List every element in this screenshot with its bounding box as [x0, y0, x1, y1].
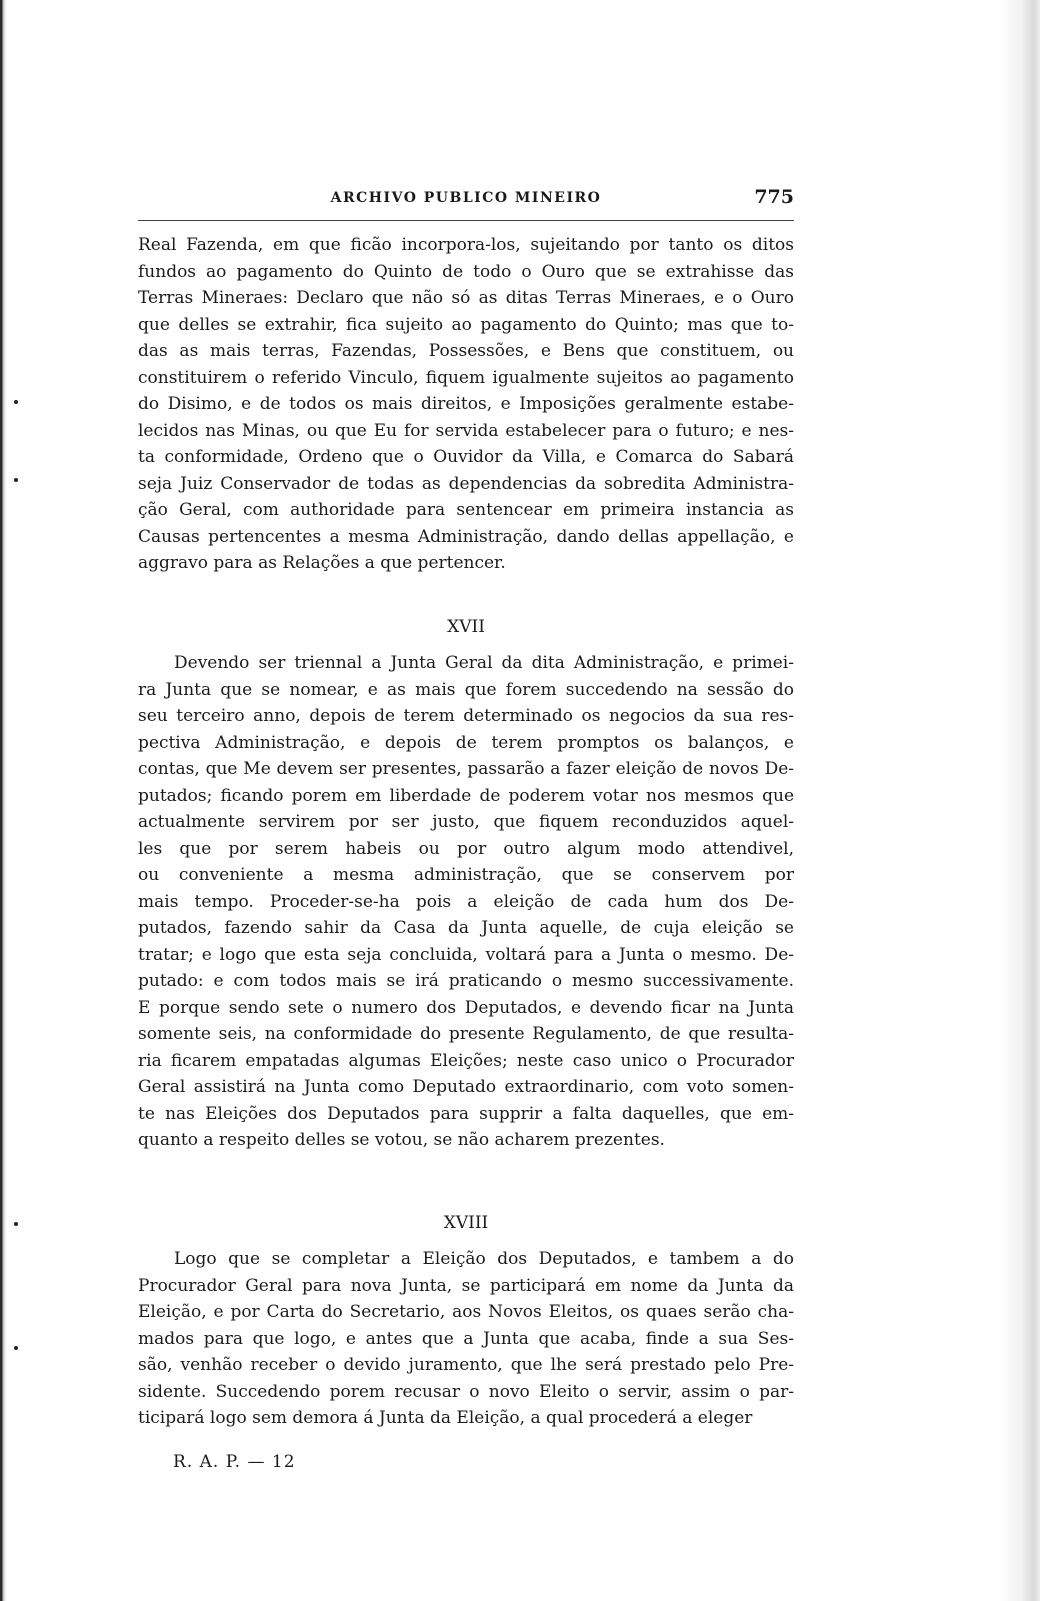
text-line: ra Junta que se nomear, e as mais que forem succedendo na sessão do [138, 679, 794, 700]
text-line: tratar; e logo que esta seja concluida, voltará para a Junta o mesmo. De- [138, 944, 794, 965]
text-line: ção Geral, com authoridade para sentencear em primeira instancia as [138, 500, 794, 520]
section-heading-xvii: XVII [447, 617, 485, 637]
text-line: Causas pertencentes a mesma Administração, dando dellas appellação, e [138, 526, 794, 547]
text-line: que delles se extrahir, fica sujeito ao pagamento do Quinto; mas que to- [138, 314, 794, 335]
scan-speck [14, 478, 18, 482]
text-line: aggravo para as Relações a que pertencer. [138, 553, 506, 573]
header-rule [138, 220, 794, 221]
text-line: ria ficarem empatadas algumas Eleições; neste caso unico o Procurador [138, 1050, 794, 1071]
paragraph-continuation [138, 232, 794, 577]
text-line: seja Juiz Conservador de todas as dependencias da sobredita Administra- [138, 473, 794, 494]
text-line: contas, que Me devem ser presentes, passarão a fazer eleição de novos De- [138, 759, 794, 779]
text-line: Devendo ser triennal a Junta Geral da dita Administração, e primei- [174, 653, 794, 673]
scan-edge-right [1000, 0, 1040, 1601]
scan-speck [14, 1222, 18, 1226]
text-line: Terras Mineraes: Declaro que não só as ditas Terras Mineraes, e o Ouro [138, 288, 794, 308]
page-header [138, 186, 794, 216]
scan-speck [14, 400, 18, 404]
text-line: les que por serem habeis ou por outro algum modo attendivel, [138, 838, 794, 859]
text-line: somente seis, na conformidade do presente Regulamento, de que resulta- [138, 1024, 794, 1044]
scan-edge-left [0, 0, 6, 1601]
text-line: das as mais terras, Fazendas, Possessões, e Bens que constituem, ou [138, 341, 794, 361]
text-line: lecidos nas Minas, ou que Eu for servida estabelecer para o futuro; e nes- [138, 420, 794, 441]
text-line: sidente. Succedendo porem recusar o novo Eleito o servir, assim o par- [138, 1381, 794, 1402]
text-line: Eleição, e por Carta do Secretario, aos Novos Eleitos, os quaes serão cha- [138, 1302, 794, 1322]
text-line: putados; ficando porem em liberdade de poderem votar nos mesmos que [138, 785, 794, 806]
scan-speck [14, 1346, 18, 1350]
text-line: são, venhão receber o devido juramento, que lhe será prestado pelo Pre- [138, 1355, 794, 1375]
text-line: Real Fazenda, em que ficão incorpora-los, sujeitando por tanto os ditos [138, 235, 794, 255]
section-heading-xviii: XVIII [443, 1213, 489, 1233]
signature-mark: R. A. P. — 12 [173, 1452, 296, 1472]
text-line: constituirem o referido Vinculo, fiquem igualmente sujeitos ao pagamento [138, 367, 794, 388]
section-xvii-text [138, 650, 794, 1154]
text-line: fundos ao pagamento do Quinto de todo o Ouro que se extrahisse das [138, 261, 794, 282]
text-line: mados para que logo, e antes que a Junta que acaba, finde a sua Ses- [138, 1328, 794, 1349]
text-line: putados, fazendo sahir da Casa da Junta aquelle, de cuja eleição se [138, 918, 794, 938]
text-line: te nas Eleições dos Deputados para supprir a falta daquelles, que em- [138, 1103, 794, 1124]
text-line: quanto a respeito delles se votou, se não acharem prezentes. [138, 1130, 665, 1150]
text-line: E porque sendo sete o numero dos Deputados, e devendo ficar na Junta [138, 997, 794, 1018]
text-line: Procurador Geral para nova Junta, se participará em nome da Junta da [138, 1275, 794, 1296]
text-line: putado: e com todos mais se irá praticando o mesmo successivamente. [138, 971, 794, 991]
page-number: 775 [754, 186, 794, 208]
text-line: actualmente servirem por ser justo, que fiquem reconduzidos aquel- [138, 812, 794, 832]
text-line: seu terceiro anno, depois de terem determinado os negocios da sua res- [138, 706, 794, 726]
section-xviii-text [138, 1246, 794, 1432]
text-line: pectiva Administração, e depois de terem promptos os balanços, e [138, 732, 794, 753]
text-line: Logo que se completar a Eleição dos Deputados, e tambem a do [174, 1249, 794, 1269]
text-line: mais tempo. Proceder-se-ha pois a eleição de cada hum dos De- [138, 891, 794, 912]
text-line: ou conveniente a mesma administração, que se conservem por [138, 865, 794, 885]
text-line: ta conformidade, Ordeno que o Ouvidor da Villa, e Comarca do Sabará [138, 447, 794, 467]
text-line: Geral assistirá na Junta como Deputado extraordinario, com voto somen- [138, 1077, 794, 1097]
text-line: ticipará logo sem demora á Junta da Eleição, a qual procederá a eleger [138, 1408, 753, 1428]
running-title: ARCHIVO PUBLICO MINEIRO [330, 190, 602, 206]
text-line: do Disimo, e de todos os mais direitos, e Imposições geralmente estabe- [138, 394, 794, 414]
